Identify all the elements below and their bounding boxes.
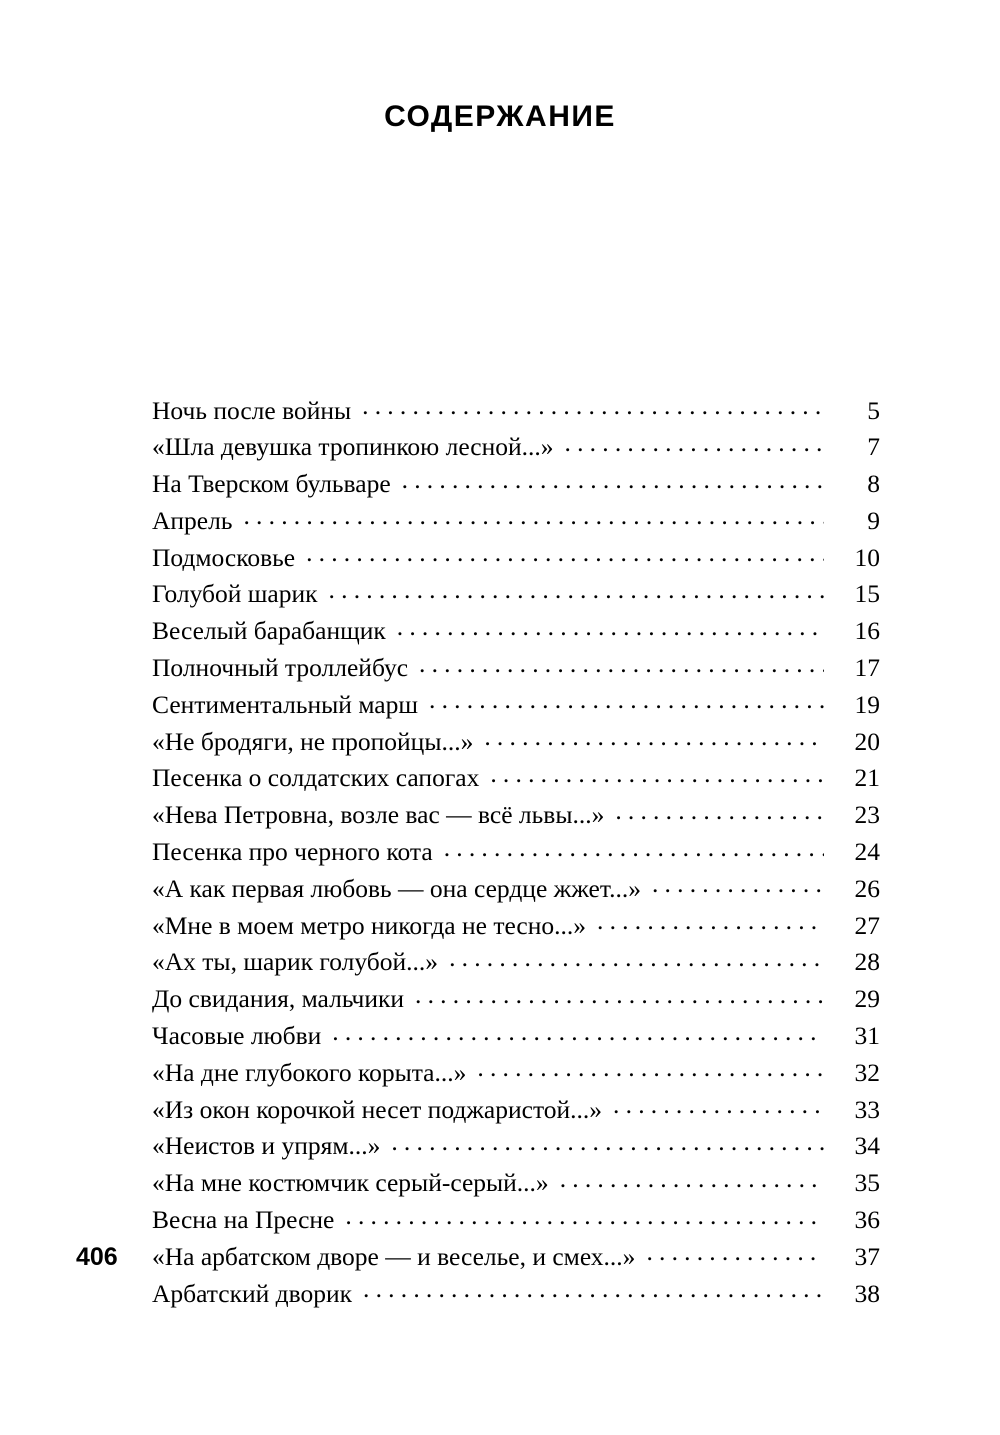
toc-entry-page: 5 bbox=[867, 395, 880, 425]
toc-entry[interactable] bbox=[152, 1203, 880, 1240]
toc-entry[interactable] bbox=[152, 577, 880, 614]
toc-leader-dots bbox=[615, 798, 824, 824]
toc-leader-dots bbox=[419, 651, 824, 677]
toc-entry-title: На Тверском бульваре bbox=[152, 469, 391, 499]
toc-entry[interactable] bbox=[152, 651, 880, 688]
toc-entry[interactable] bbox=[152, 503, 880, 540]
table-of-contents bbox=[152, 393, 880, 1313]
toc-entry[interactable] bbox=[152, 614, 880, 651]
toc-entry-page: 21 bbox=[854, 763, 880, 793]
toc-leader-dots bbox=[332, 1019, 824, 1045]
toc-leader-dots bbox=[306, 540, 824, 566]
toc-entry-page: 8 bbox=[867, 469, 880, 499]
toc-entry-title: Голубой шарик bbox=[152, 579, 318, 609]
toc-entry-title: Апрель bbox=[152, 505, 233, 535]
toc-entry-title: Ночь после войны bbox=[152, 395, 352, 425]
toc-leader-dots bbox=[415, 982, 824, 1008]
toc-entry[interactable] bbox=[152, 908, 880, 945]
page-folio: 406 bbox=[76, 1243, 118, 1271]
toc-entry[interactable] bbox=[152, 1092, 880, 1129]
toc-entry[interactable] bbox=[152, 835, 880, 872]
toc-entry[interactable] bbox=[152, 761, 880, 798]
toc-entry-page: 27 bbox=[854, 910, 880, 940]
toc-entry[interactable] bbox=[152, 1239, 880, 1276]
toc-leader-dots bbox=[397, 614, 824, 640]
toc-entry-page: 38 bbox=[854, 1278, 880, 1308]
toc-entry-title: «Неистов и упрям...» bbox=[152, 1131, 381, 1161]
toc-entry-title: «Нева Петровна, возле вас — всё львы...» bbox=[152, 800, 605, 830]
toc-leader-dots bbox=[363, 1276, 824, 1302]
toc-entry-page: 26 bbox=[854, 873, 880, 903]
toc-entry-page: 36 bbox=[854, 1205, 880, 1235]
toc-entry[interactable] bbox=[152, 1019, 880, 1056]
toc-entry[interactable] bbox=[152, 982, 880, 1019]
toc-entry-title: «На дне глубокого корыта...» bbox=[152, 1057, 467, 1087]
toc-entry-page: 37 bbox=[854, 1241, 880, 1271]
toc-entry-page: 32 bbox=[854, 1057, 880, 1087]
toc-leader-dots bbox=[345, 1203, 824, 1229]
toc-leader-dots bbox=[484, 724, 824, 750]
toc-entry-title: «А как первая любовь — она сердце жжет...» bbox=[152, 873, 641, 903]
toc-entry[interactable] bbox=[152, 1129, 880, 1166]
toc-entry-page: 7 bbox=[867, 432, 880, 462]
toc-leader-dots bbox=[565, 430, 824, 456]
toc-leader-dots bbox=[429, 687, 824, 713]
toc-entry[interactable] bbox=[152, 724, 880, 761]
toc-entry[interactable] bbox=[152, 1276, 880, 1313]
toc-entry-page: 15 bbox=[854, 579, 880, 609]
toc-entry-title: Весна на Пресне bbox=[152, 1205, 335, 1235]
toc-entry-title: Подмосковье bbox=[152, 542, 296, 572]
toc-entry[interactable] bbox=[152, 871, 880, 908]
toc-leader-dots bbox=[243, 503, 824, 529]
toc-entry[interactable] bbox=[152, 945, 880, 982]
toc-leader-dots bbox=[652, 871, 824, 897]
toc-entry-title: Полночный троллейбус bbox=[152, 653, 409, 683]
toc-entry[interactable] bbox=[152, 467, 880, 504]
toc-entry-page: 24 bbox=[854, 837, 880, 867]
page-title: СОДЕРЖАНИЕ bbox=[384, 100, 616, 133]
toc-leader-dots bbox=[477, 1055, 824, 1081]
toc-entry[interactable] bbox=[152, 1055, 880, 1092]
toc-leader-dots bbox=[402, 467, 824, 493]
toc-entry-page: 20 bbox=[854, 726, 880, 756]
toc-leader-dots bbox=[646, 1239, 824, 1265]
toc-entry-title: «На арбатском дворе — и веселье, и смех...» bbox=[152, 1241, 636, 1271]
toc-entry-title: «Ах ты, шарик голубой...» bbox=[152, 947, 439, 977]
toc-entry-page: 31 bbox=[854, 1021, 880, 1051]
toc-leader-dots bbox=[444, 835, 824, 861]
toc-entry[interactable] bbox=[152, 540, 880, 577]
toc-entry-page: 10 bbox=[854, 542, 880, 572]
toc-entry[interactable] bbox=[152, 1166, 880, 1203]
toc-leader-dots bbox=[560, 1166, 824, 1192]
toc-entry-page: 34 bbox=[854, 1131, 880, 1161]
toc-entry-page: 19 bbox=[854, 689, 880, 719]
toc-entry[interactable] bbox=[152, 798, 880, 835]
toc-entry-page: 17 bbox=[854, 653, 880, 683]
toc-entry-page: 16 bbox=[854, 616, 880, 646]
toc-entry-title: Сентиментальный марш bbox=[152, 689, 418, 719]
toc-leader-dots bbox=[449, 945, 824, 971]
toc-entry-title: Веселый барабанщик bbox=[152, 616, 386, 646]
toc-entry[interactable] bbox=[152, 393, 880, 430]
toc-entry-title: До свидания, мальчики bbox=[152, 984, 405, 1014]
toc-entry-title: Песенка про черного кота bbox=[152, 837, 433, 867]
toc-entry-title: «Мне в моем метро никогда не тесно...» bbox=[152, 910, 587, 940]
toc-entry-title: «Из окон корочкой несет поджаристой...» bbox=[152, 1094, 603, 1124]
toc-entry-title: «Не бродяги, не пропойцы...» bbox=[152, 726, 474, 756]
toc-leader-dots bbox=[597, 908, 824, 934]
toc-entry-page: 23 bbox=[854, 800, 880, 830]
toc-entry-page: 35 bbox=[854, 1168, 880, 1198]
toc-entry-page: 9 bbox=[867, 505, 880, 535]
toc-leader-dots bbox=[490, 761, 824, 787]
toc-leader-dots bbox=[362, 393, 824, 419]
toc-leader-dots bbox=[329, 577, 824, 603]
toc-entry-title: «На мне костюмчик серый-серый...» bbox=[152, 1168, 549, 1198]
toc-entry-title: «Шла девушка тропинкою лесной...» bbox=[152, 432, 554, 462]
toc-entry-title: Арбатский дворик bbox=[152, 1278, 353, 1308]
toc-entry[interactable] bbox=[152, 687, 880, 724]
toc-entry-title: Песенка о солдатских сапогах bbox=[152, 763, 480, 793]
toc-entry-page: 33 bbox=[854, 1094, 880, 1124]
toc-entry-page: 29 bbox=[854, 984, 880, 1014]
toc-entry-title: Часовые любви bbox=[152, 1021, 322, 1051]
toc-leader-dots bbox=[613, 1092, 824, 1118]
toc-entry[interactable] bbox=[152, 430, 880, 467]
toc-entry-page: 28 bbox=[854, 947, 880, 977]
toc-leader-dots bbox=[391, 1129, 824, 1155]
